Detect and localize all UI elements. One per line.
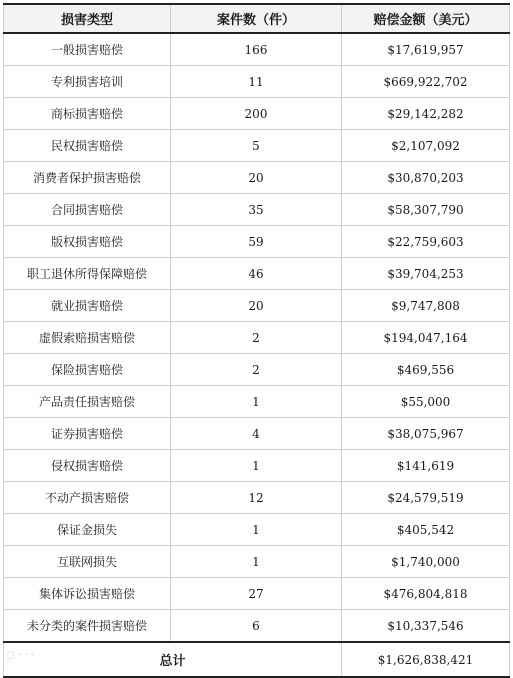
table-row (4, 482, 510, 514)
table-header-row (4, 4, 510, 33)
table-row (4, 514, 510, 546)
watermark-logo: ◌ · · · (6, 650, 34, 661)
cell-amount: $17,619,957 (342, 33, 510, 66)
cell-case-count: 6 (171, 610, 342, 643)
damages-table-container (3, 3, 509, 678)
cell-damage-type: 保险损害赔偿 (4, 354, 171, 386)
cell-case-count: 1 (171, 514, 342, 546)
total-amount: $1,626,838,421 (342, 642, 510, 677)
cell-amount: $9,747,808 (342, 290, 510, 322)
cell-amount: $194,047,164 (342, 322, 510, 354)
cell-damage-type: 产品责任损害赔偿 (4, 386, 171, 418)
table-row (4, 290, 510, 322)
table-row (4, 386, 510, 418)
table-row (4, 66, 510, 98)
cell-amount: $24,579,519 (342, 482, 510, 514)
cell-damage-type: 就业损害赔偿 (4, 290, 171, 322)
cell-damage-type: 民权损害赔偿 (4, 130, 171, 162)
cell-amount: $29,142,282 (342, 98, 510, 130)
cell-amount: $141,619 (342, 450, 510, 482)
cell-amount: $39,704,253 (342, 258, 510, 290)
cell-case-count: 1 (171, 450, 342, 482)
table-row (4, 418, 510, 450)
cell-case-count: 35 (171, 194, 342, 226)
cell-case-count: 12 (171, 482, 342, 514)
cell-damage-type: 集体诉讼损害赔偿 (4, 578, 171, 610)
table-row (4, 258, 510, 290)
cell-amount: $22,759,603 (342, 226, 510, 258)
cell-damage-type: 证券损害赔偿 (4, 418, 171, 450)
cell-damage-type: 职工退休所得保障赔偿 (4, 258, 171, 290)
cell-case-count: 200 (171, 98, 342, 130)
cell-case-count: 20 (171, 290, 342, 322)
cell-case-count: 4 (171, 418, 342, 450)
cell-amount: $58,307,790 (342, 194, 510, 226)
cell-case-count: 59 (171, 226, 342, 258)
table-row (4, 610, 510, 643)
cell-case-count: 166 (171, 33, 342, 66)
cell-case-count: 27 (171, 578, 342, 610)
cell-case-count: 46 (171, 258, 342, 290)
cell-case-count: 2 (171, 322, 342, 354)
cell-damage-type: 一般损害赔偿 (4, 33, 171, 66)
table-row (4, 354, 510, 386)
cell-damage-type: 保证金损失 (4, 514, 171, 546)
header-amount: 赔偿金额（美元） (342, 4, 510, 33)
table-row (4, 98, 510, 130)
cell-case-count: 20 (171, 162, 342, 194)
table-row (4, 546, 510, 578)
cell-damage-type: 不动产损害赔偿 (4, 482, 171, 514)
table-row (4, 162, 510, 194)
table-row (4, 226, 510, 258)
cell-case-count: 2 (171, 354, 342, 386)
cell-amount: $469,556 (342, 354, 510, 386)
table-row (4, 450, 510, 482)
cell-damage-type: 合同损害赔偿 (4, 194, 171, 226)
cell-damage-type: 消费者保护损害赔偿 (4, 162, 171, 194)
header-case-count: 案件数（件） (171, 4, 342, 33)
total-label: 总计 (4, 642, 342, 677)
cell-amount: $2,107,092 (342, 130, 510, 162)
table-row (4, 194, 510, 226)
cell-damage-type: 专利损害培训 (4, 66, 171, 98)
cell-damage-type: 未分类的案件损害赔偿 (4, 610, 171, 643)
cell-amount: $1,740,000 (342, 546, 510, 578)
cell-amount: $476,804,818 (342, 578, 510, 610)
cell-damage-type: 互联网损失 (4, 546, 171, 578)
cell-damage-type: 版权损害赔偿 (4, 226, 171, 258)
cell-case-count: 1 (171, 386, 342, 418)
cell-amount: $10,337,546 (342, 610, 510, 643)
table-row (4, 322, 510, 354)
cell-amount: $38,075,967 (342, 418, 510, 450)
table-row (4, 578, 510, 610)
cell-amount: $405,542 (342, 514, 510, 546)
cell-amount: $30,870,203 (342, 162, 510, 194)
cell-case-count: 11 (171, 66, 342, 98)
cell-amount: $55,000 (342, 386, 510, 418)
table-row (4, 130, 510, 162)
total-row (4, 642, 510, 677)
table-row (4, 33, 510, 66)
cell-damage-type: 侵权损害赔偿 (4, 450, 171, 482)
cell-damage-type: 商标损害赔偿 (4, 98, 171, 130)
cell-case-count: 1 (171, 546, 342, 578)
header-damage-type: 损害类型 (4, 4, 171, 33)
cell-case-count: 5 (171, 130, 342, 162)
damages-table (3, 3, 510, 678)
cell-amount: $669,922,702 (342, 66, 510, 98)
cell-damage-type: 虚假索赔损害赔偿 (4, 322, 171, 354)
table-body (4, 33, 510, 642)
